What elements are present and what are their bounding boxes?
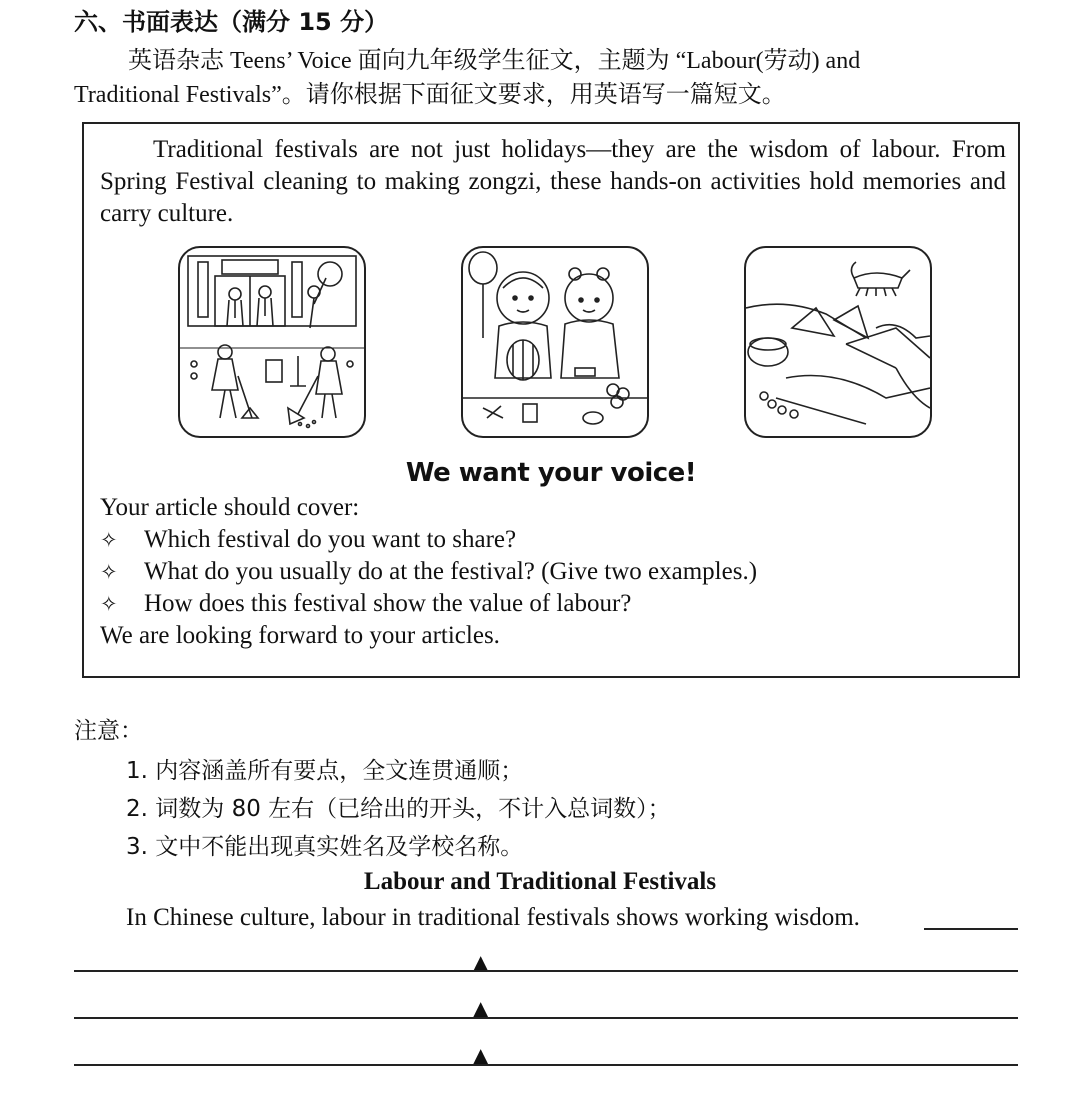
- triangle-marker-icon: ▲: [473, 950, 489, 974]
- prompt-paragraph: Traditional festivals are not just holidays—they are the wisdom of labour. From Spring Festival cleaning to making zongzi, these hands-on activities hold memories and carry culture.: [100, 136, 1006, 227]
- notes-title: 注意：: [74, 718, 143, 744]
- note-item: 2. 词数为 80 左右（已给出的开头，不计入总词数）；: [126, 796, 671, 822]
- triangle-marker-icon: ▲: [473, 1043, 489, 1067]
- closing-line: We are looking forward to your articles.: [100, 622, 500, 649]
- section-title: 六、书面表达（满分 15 分）: [74, 8, 389, 36]
- prompt-box: [82, 122, 1020, 678]
- cover-intro: Your article should cover:: [100, 494, 360, 521]
- requirement-text: How does this festival show the value of labour?: [144, 590, 632, 617]
- slogan: We want your voice!: [405, 458, 697, 488]
- lantern-making-illustration: [461, 246, 649, 438]
- requirement-text: Which festival do you want to share?: [144, 526, 517, 553]
- task-intro-line-2: Traditional Festivals”。请你根据下面征文要求，用英语写一篇短文。: [74, 82, 786, 108]
- note-item: 3. 文中不能出现真实姓名及学校名称。: [126, 834, 524, 860]
- note-item: 1. 内容涵盖所有要点，全文连贯通顺；: [126, 758, 524, 784]
- answer-blank[interactable]: [924, 928, 1018, 930]
- sparkle-icon: ✧: [100, 560, 118, 584]
- requirement-item: [100, 590, 631, 618]
- requirement-item: [100, 558, 757, 586]
- answer-line[interactable]: [74, 1064, 1018, 1066]
- requirement-text: What do you usually do at the festival? (Give two examples.): [144, 558, 758, 585]
- answer-line[interactable]: [74, 970, 1018, 972]
- zongzi-making-illustration: [744, 246, 932, 438]
- triangle-marker-icon: ▲: [473, 996, 489, 1020]
- essay-opening: In Chinese culture, labour in traditional festivals shows working wisdom.: [126, 904, 860, 931]
- sparkle-icon: ✧: [100, 528, 118, 552]
- spring-cleaning-illustration: [178, 246, 366, 438]
- task-intro-line-1: 英语杂志 Teens’ Voice 面向九年级学生征文，主题为 “Labour(劳动) and: [128, 48, 861, 74]
- sparkle-icon: ✧: [100, 592, 118, 616]
- requirement-item: [100, 526, 516, 554]
- answer-line[interactable]: [74, 1017, 1018, 1019]
- essay-title: Labour and Traditional Festivals: [363, 868, 717, 895]
